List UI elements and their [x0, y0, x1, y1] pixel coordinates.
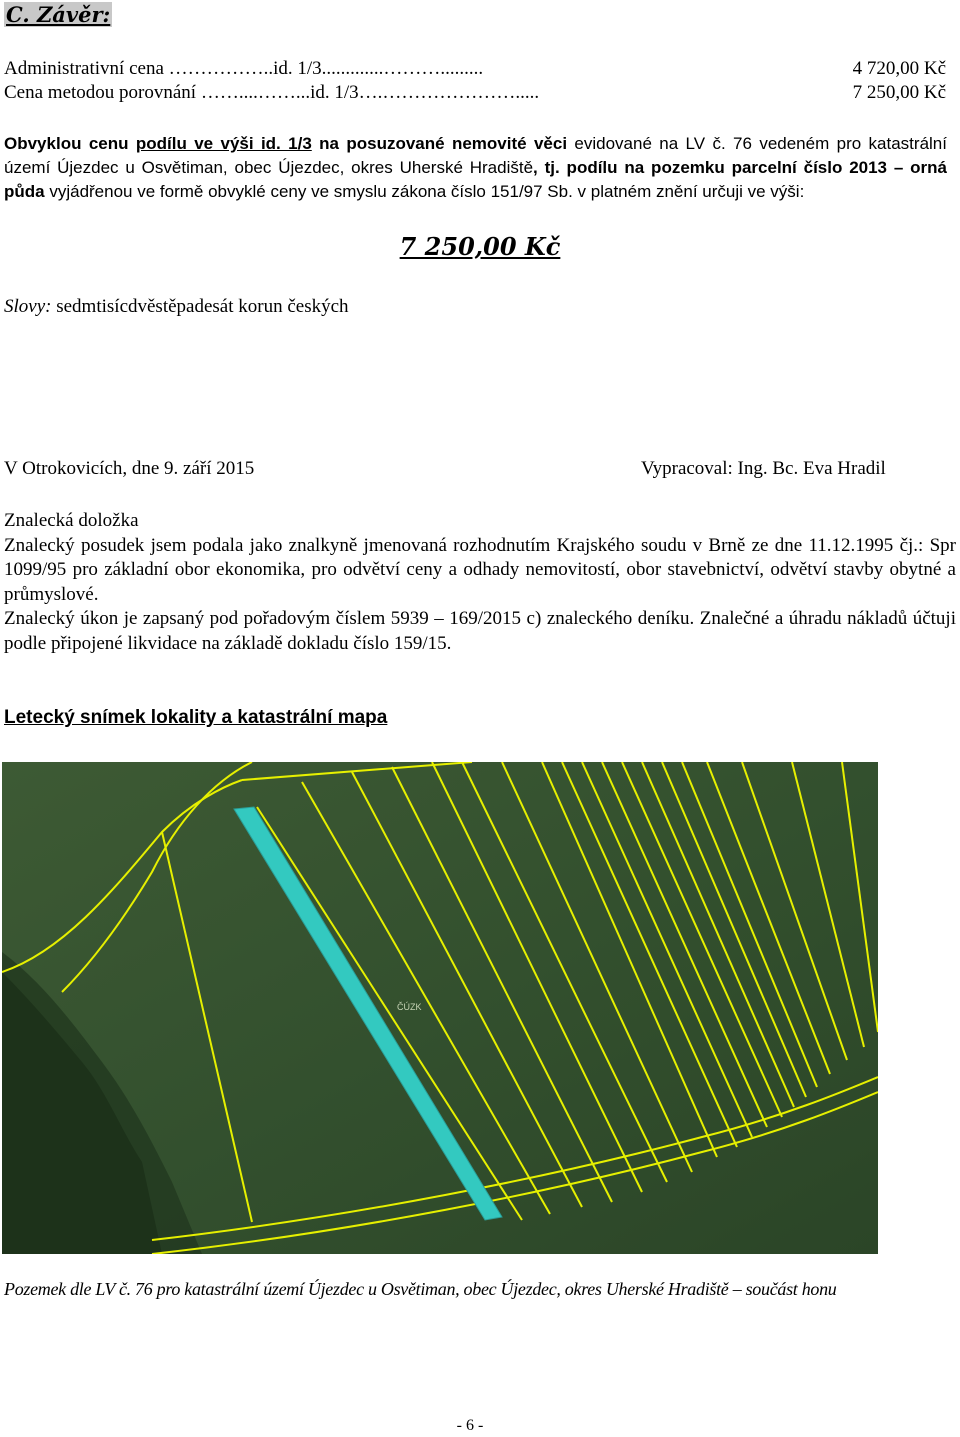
statement-parcel: parcelní číslo 2013 – orná půda	[4, 158, 947, 201]
map-watermark: ČÚZK	[397, 1002, 422, 1012]
statement-object: na posuzované nemovité věci	[311, 134, 568, 153]
valuation-value: 4 720,00 Kč	[852, 58, 946, 79]
author: Vypracoval: Ing. Bc. Eva Hradil	[641, 458, 886, 479]
section-heading: C. Závěr:	[6, 2, 111, 27]
slovy-text: sedmtisícdvěstěpadesát korun českých	[56, 296, 349, 317]
expert-clause	[4, 509, 956, 656]
statement-lead: Obvyklou cenu	[4, 134, 136, 153]
valuation-value: 7 250,00 Kč	[852, 82, 946, 103]
valuation-label: Cena metodou porovnání ……....……...id. 1/3….………………….....	[4, 82, 540, 103]
valuation-statement	[4, 132, 947, 204]
page-number: - 6 -	[456, 1417, 484, 1434]
price-in-words	[4, 295, 349, 319]
expert-clause-text-1: Znalecký posudek jsem podala jako znalkyně jmenovaná rozhodnutím Krajského soudu v Brně ze dne 11.12.1995 čj.: Spr 1099/95 pro základní obor ekonomika, pro odvětví ceny a odhady nemovitostí, obor stavebnictví, odvětví stavby obytné a průmyslové.	[4, 534, 956, 605]
valuation-label: Administrativní cena ……………..id. 1/3.............……….........	[4, 58, 484, 79]
statement-sep: , tj. podílu na pozemku	[533, 158, 732, 177]
expert-clause-text-2: Znalecký úkon je zapsaný pod pořadovým číslem 5939 – 169/2015 c) znaleckého deníku. Znalečné a úhradu nákladů účtuji podle připojené likvidace na základě dokladu číslo 159/15.	[4, 608, 956, 654]
statement-law: vyjádřenou ve formě obvyklé ceny ve smyslu zákona číslo 151/97 Sb. v platném znění určuji ve výši:	[44, 182, 805, 201]
map-caption: Pozemek dle LV č. 76 pro katastrální území Újezdec u Osvětiman, obec Újezdec, okres Uherské Hradiště – součást honu	[4, 1279, 837, 1299]
final-price: 7 250,00 Kč	[399, 232, 561, 261]
map-section-title: Letecký snímek lokality a katastrální mapa	[4, 707, 388, 728]
slovy-label: Slovy:	[4, 296, 52, 317]
statement-register: evidované na LV č. 76 vedeném pro katastrální území Újezdec u Osvětiman, obec Újezdec, okres Uherské Hradiště	[4, 134, 947, 177]
expert-clause-title: Znalecká doložka	[4, 510, 139, 531]
statement-share: podílu ve výši id. 1/3	[135, 134, 312, 153]
aerial-cadastral-map	[2, 762, 878, 1254]
place-date: V Otrokovicích, dne 9. září 2015	[4, 458, 255, 479]
